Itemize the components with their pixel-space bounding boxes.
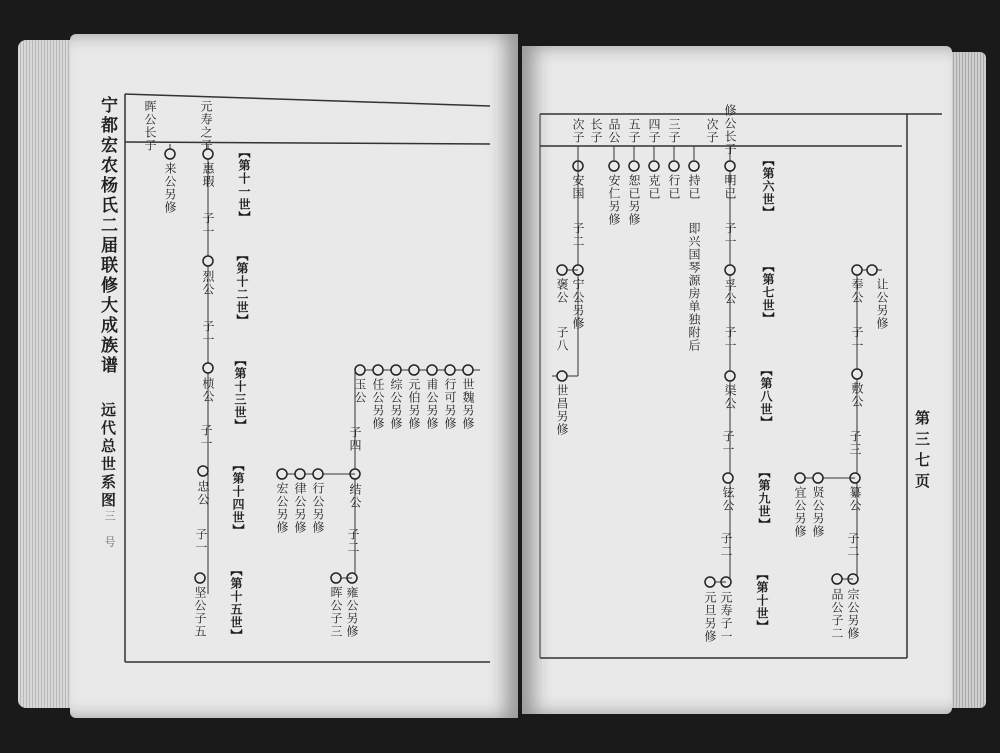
sons-label: 子二 — [571, 222, 585, 248]
generation-9: 【第九世】 — [757, 466, 771, 531]
page-number: 第三七页 — [913, 410, 931, 494]
name-zonggong: 综公另修 — [389, 378, 403, 430]
header-eldest: 长子 — [589, 118, 603, 144]
left-page-edges — [18, 40, 76, 708]
name-xingyi: 行已 — [667, 174, 681, 200]
name-anguo: 安国 — [571, 174, 585, 200]
sons-label: 子四 — [348, 426, 362, 452]
side-mark: 三 号 — [103, 510, 116, 548]
sons-label: 子一 — [723, 326, 737, 352]
header-fifth-son: 五子 — [627, 118, 641, 144]
name-rengong: 任公另修 — [371, 378, 385, 430]
name-xingke: 行可另修 — [443, 378, 457, 430]
name-ranggong: 让公另修 — [875, 278, 889, 330]
generation-6: 【第六世】 — [761, 154, 775, 219]
name-huixia: 惠瑕 — [201, 162, 215, 188]
name-shuyi: 恕已另修 — [627, 174, 641, 226]
name-jiangong: 坚公子五 — [193, 586, 207, 638]
name-baogong: 褒公 — [555, 278, 569, 304]
name-chiyi: 持已 — [687, 174, 701, 200]
name-fugong: 甫公另修 — [425, 378, 439, 430]
right-page — [522, 46, 952, 714]
name-xinggong: 行公另修 — [311, 482, 325, 534]
sons-label: 子二 — [346, 528, 360, 554]
sons-label: 子一 — [721, 430, 735, 456]
right-page-frame — [522, 46, 952, 714]
generation-14: 【第十四世】 — [231, 459, 245, 537]
name-mingyi: 明已 — [723, 174, 737, 200]
generation-13: 【第十三世】 — [233, 354, 247, 432]
generation-12: 【第十二世】 — [235, 249, 249, 327]
section-title: 远代总世系图 — [99, 402, 117, 510]
right-page-edges — [948, 52, 986, 708]
sons-label: 子三 — [848, 430, 862, 456]
header-pingong: 品公 — [607, 118, 621, 144]
left-page-frame — [70, 34, 518, 718]
name-qugong: 渠公 — [723, 384, 737, 410]
note-xingguo: 即兴国琴源房单独附后 — [687, 222, 701, 352]
book-title: 宁都宏农杨氏二届联修大成族谱 — [97, 96, 117, 376]
name-zonggong: 宗公另修 — [846, 588, 860, 640]
header-second-son: 次子 — [705, 118, 719, 144]
name-ninggong: 宁公另修 — [571, 278, 585, 330]
name-fenggong: 奉公 — [850, 278, 864, 304]
name-xiangong: 贤公另修 — [811, 486, 825, 538]
header-second: 次子 — [571, 118, 585, 144]
name-zhonggong: 忠公 — [196, 480, 210, 506]
name-xuangong: 铉公 — [721, 486, 735, 512]
name-zuangong: 纂公 — [848, 486, 862, 512]
name-shiwei: 世魏另修 — [461, 378, 475, 430]
name-fugong-2: 敷公 — [850, 382, 864, 408]
sons-label: 子二 — [719, 532, 733, 558]
name-yonggong: 雍公另修 — [345, 586, 359, 638]
sons-label: 子一 — [201, 320, 215, 346]
name-fugong: 孚公 — [723, 279, 737, 305]
generation-10: 【第十世】 — [755, 568, 769, 633]
name-yuanshou: 元寿子一 — [719, 591, 733, 643]
name-pingong-sons: 品公子二 — [830, 588, 844, 640]
header-xiugong: 修公长子 — [723, 104, 737, 156]
name-liegong: 烈公 — [201, 270, 215, 296]
name-shichang: 世昌另修 — [555, 384, 569, 436]
name-honggong: 宏公另修 — [275, 482, 289, 534]
name-yuandan: 元旦另修 — [703, 591, 717, 643]
sons-label: 子一 — [199, 424, 213, 450]
header-third-son: 三子 — [667, 118, 681, 144]
name-laigong: 来公另修 — [163, 162, 177, 214]
name-huigong-sons: 晖公子三 — [329, 586, 343, 638]
sons-label: 子二 — [846, 532, 860, 558]
name-keyi: 克已 — [647, 174, 661, 200]
generation-8: 【第八世】 — [759, 364, 773, 429]
generation-7: 【第七世】 — [761, 260, 775, 325]
name-yigong: 宜公另修 — [793, 486, 807, 538]
name-lvgong: 律公另修 — [293, 482, 307, 534]
generation-11: 【第十一世】 — [237, 146, 251, 224]
name-zhengong: 桢公 — [201, 377, 215, 403]
header-yuanshou: 元寿之子 — [199, 100, 213, 152]
sons-label: 子一 — [194, 528, 208, 554]
left-page — [70, 34, 518, 718]
sons-label: 子一 — [723, 222, 737, 248]
header-fourth-son: 四子 — [647, 118, 661, 144]
name-jiegong: 结公 — [348, 483, 362, 509]
generation-15: 【第十五世】 — [229, 564, 243, 642]
name-yuanbo: 元伯另修 — [407, 378, 421, 430]
name-anren: 安仁另修 — [607, 174, 621, 226]
header-huigong: 晖公长子 — [143, 100, 157, 152]
name-yugong: 玉公 — [353, 378, 367, 404]
sons-label: 子一 — [201, 212, 215, 238]
sons-label: 子一 — [850, 326, 864, 352]
sons-label: 子八 — [555, 326, 569, 352]
